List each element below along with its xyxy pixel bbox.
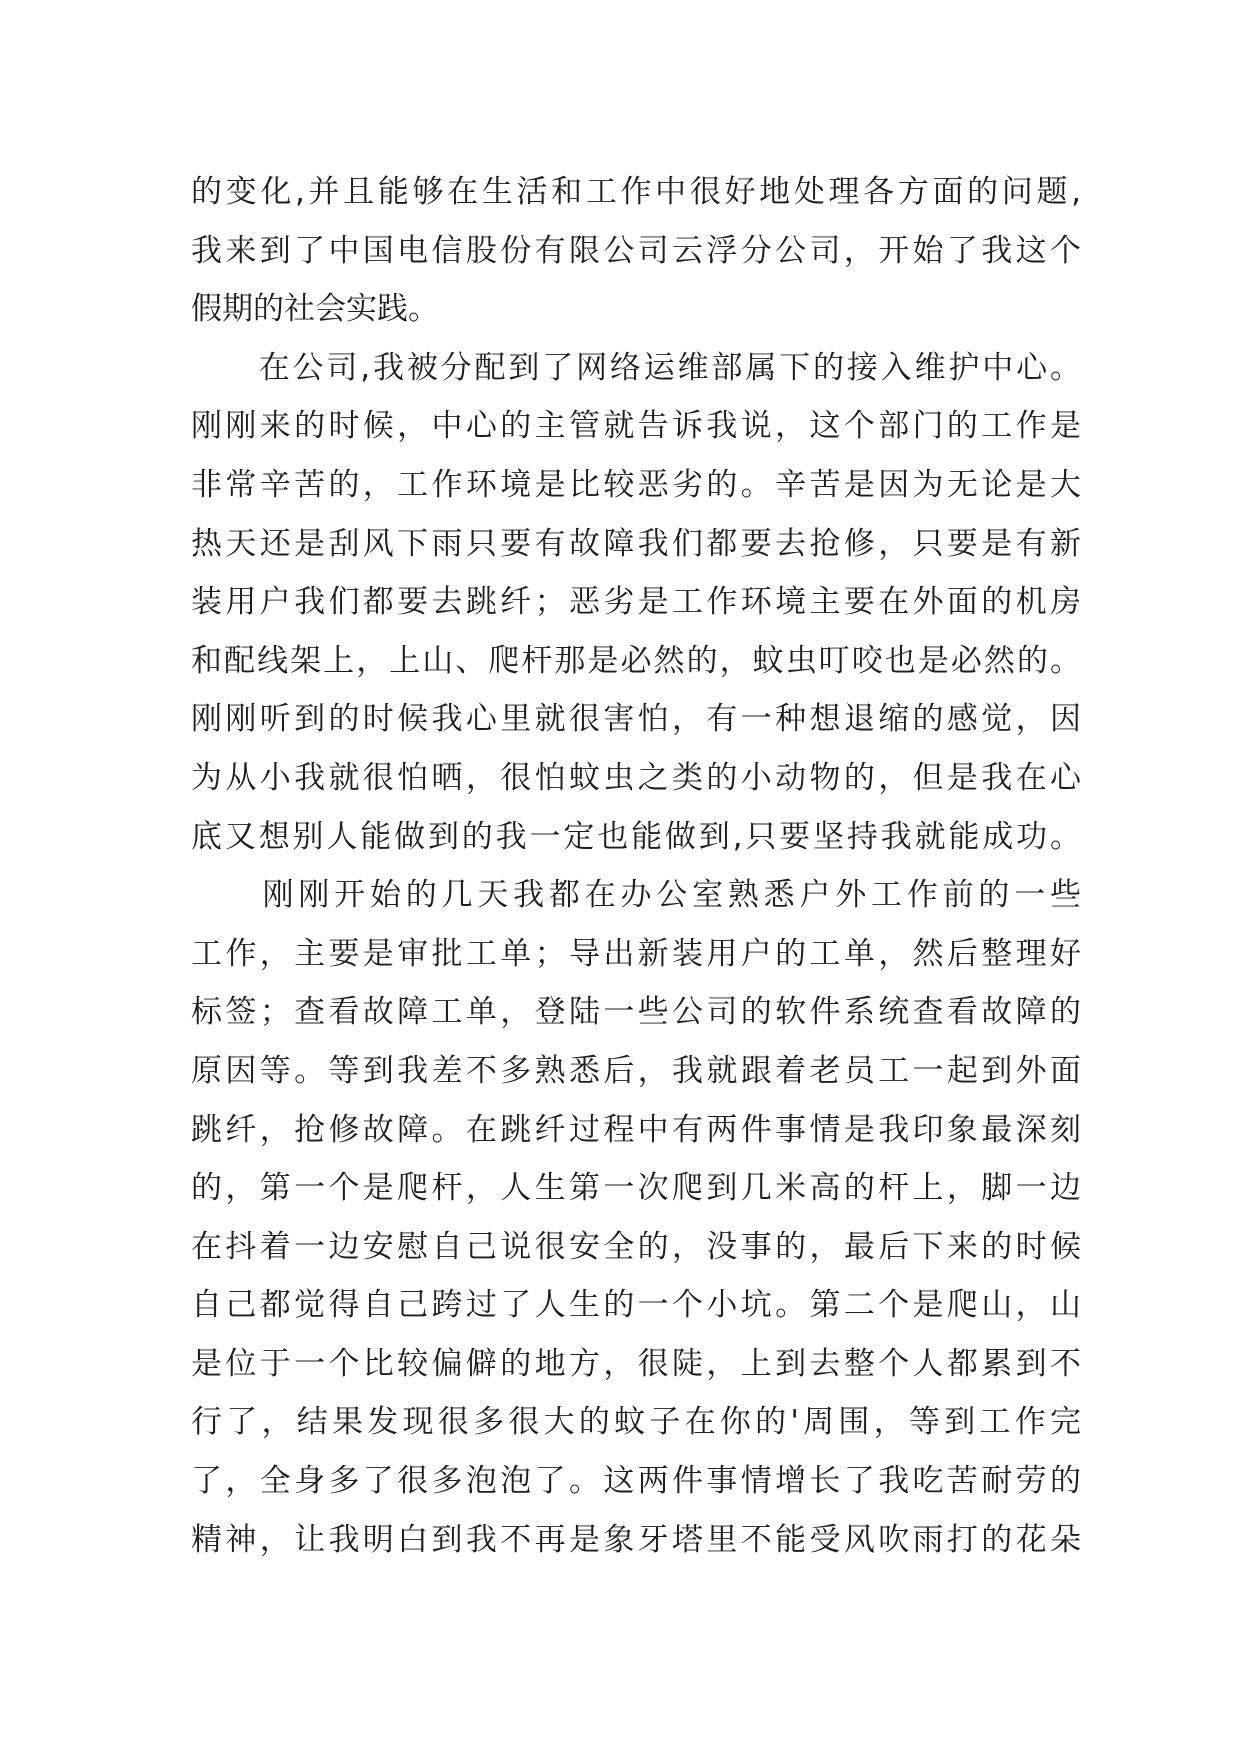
- text-line: 在抖着一边安慰自己说很安全的，没事的，最后下来的时候: [191, 1228, 1081, 1265]
- paragraph-start-line: 刚刚开始的几天我都在办公室熟悉户外工作前的一些: [191, 877, 1081, 914]
- text-line: 假期的社会实践。: [191, 291, 439, 328]
- text-line: 的，第一个是爬杆，人生第一次爬到几米高的杆上，脚一边: [191, 1170, 1081, 1207]
- text-line: 为从小我就很怕晒，很怕蚊虫之类的小动物的，但是我在心: [191, 759, 1081, 796]
- text-line: 精神，让我明白到我不再是象牙塔里不能受风吹雨打的花朵: [191, 1521, 1081, 1558]
- text-line: 跳纤，抢修故障。在跳纤过程中有两件事情是我印象最深刻: [191, 1111, 1081, 1148]
- text-line: 热天还是刮风下雨只要有故障我们都要去抢修，只要是有新: [191, 525, 1081, 562]
- text-line: 标签；查看故障工单，登陆一些公司的软件系统查看故障的: [191, 994, 1081, 1031]
- text-line: 刚刚听到的时候我心里就很害怕，有一种想退缩的感觉，因: [191, 701, 1081, 738]
- text-line: 行了，结果发现很多很大的蚊子在你的'周围，等到工作完: [191, 1404, 1081, 1441]
- text-line: 刚刚来的时候，中心的主管就告诉我说，这个部门的工作是: [191, 408, 1081, 445]
- text-line: 了，全身多了很多泡泡了。这两件事情增长了我吃苦耐劳的: [191, 1463, 1081, 1500]
- text-line: 自己都觉得自己跨过了人生的一个小坑。第二个是爬山，山: [191, 1287, 1081, 1324]
- text-line: 装用户我们都要去跳纤；恶劣是工作环境主要在外面的机房: [191, 584, 1081, 621]
- text-line: 的变化,并且能够在生活和工作中很好地处理各方面的问题,: [191, 174, 1081, 210]
- body-text: [191, 163, 1081, 1569]
- text-line: 工作，主要是审批工单；导出新装用户的工单，然后整理好: [191, 935, 1081, 972]
- text-line: 底又想别人能做到的我一定也能做到,只要坚持我就能成功。: [191, 818, 1081, 855]
- text-line: 我来到了中国电信股份有限公司云浮分公司，开始了我这个: [191, 232, 1081, 269]
- text-line: 和配线架上，上山、爬杆那是必然的，蚊虫叮咬也是必然的。: [191, 642, 1081, 679]
- text-line: 原因等。等到我差不多熟悉后，我就跟着老员工一起到外面: [191, 1052, 1081, 1089]
- text-line: 是位于一个比较偏僻的地方，很陡，上到去整个人都累到不: [191, 1345, 1081, 1382]
- paragraph-start-line: 在公司,我被分配到了网络运维部属下的接入维护中心。: [191, 349, 1081, 386]
- text-line: 非常辛苦的，工作环境是比较恶劣的。辛苦是因为无论是大: [191, 466, 1081, 503]
